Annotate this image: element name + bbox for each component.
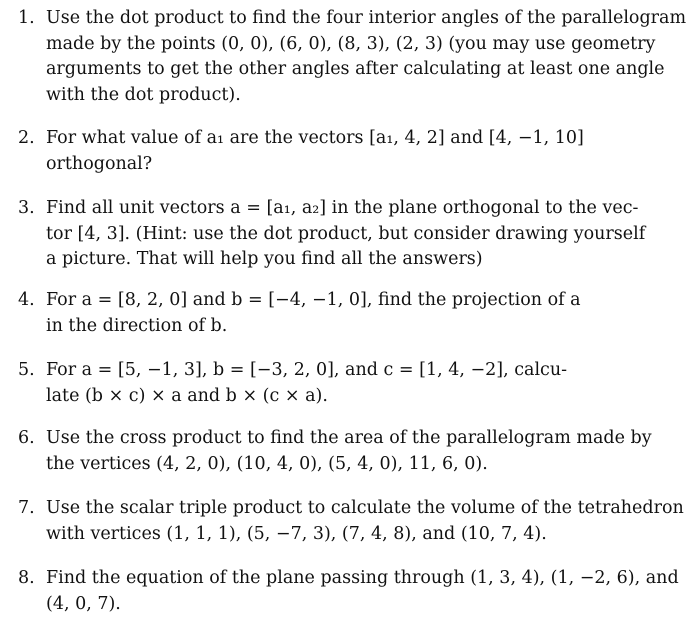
problem-text-line: Find all unit vectors a = [a₁, a₂] in the plane orthogonal to the vec- xyxy=(46,198,639,218)
problem-text-line: For a = [8, 2, 0] and b = [−4, −1, 0], find the projection of a xyxy=(46,290,581,310)
problem-text-line: (4, 0, 7). xyxy=(46,593,121,614)
problem-number: 7. xyxy=(18,498,35,518)
problem-number: 2. xyxy=(18,128,35,148)
problem-number: 5. xyxy=(18,360,35,380)
problem-text-line: a picture. That will help you find all the answers) xyxy=(46,249,483,269)
problem-text-line: Use the scalar triple product to calculate the volume of the tetrahedron xyxy=(46,498,684,518)
problem-7 xyxy=(18,496,684,547)
problem-text-line: For a = [5, −1, 3], b = [−3, 2, 0], and c = [1, 4, −2], calcu- xyxy=(46,360,568,380)
problem-text-line: Use the cross product to find the area of the parallelogram made by xyxy=(46,428,652,448)
problem-3 xyxy=(18,196,684,273)
problem-1 xyxy=(18,6,687,108)
problem-text-line: Find the equation of the plane passing through (1, 3, 4), (1, −2, 6), and xyxy=(46,568,679,588)
problem-8 xyxy=(18,566,684,617)
problem-number: 8. xyxy=(18,568,35,588)
problem-text-line: with the dot product). xyxy=(46,84,241,105)
problem-6 xyxy=(18,426,684,477)
problem-2 xyxy=(18,126,684,177)
problem-text-line: in the direction of b. xyxy=(46,315,228,336)
problem-number: 6. xyxy=(18,428,35,448)
problem-text-line: made by the points (0, 0), (6, 0), (8, 3), (2, 3) (you may use geometry xyxy=(46,33,656,54)
problem-text-line: Use the dot product to find the four interior angles of the parallelogram xyxy=(46,8,687,28)
problem-number: 3. xyxy=(18,198,35,218)
problem-text-line: arguments to get the other angles after calculating at least one angle xyxy=(46,59,665,79)
problem-text-line: orthogonal? xyxy=(46,153,153,174)
problem-text-line: with vertices (1, 1, 1), (5, −7, 3), (7, 4, 8), and (10, 7, 4). xyxy=(46,523,547,544)
problem-4 xyxy=(18,288,684,339)
problem-number: 4. xyxy=(18,290,35,310)
problem-text-line: For what value of a₁ are the vectors [a₁, 4, 2] and [4, −1, 10] xyxy=(46,128,584,148)
problem-text-line: tor [4, 3]. (Hint: use the dot product, but consider drawing yourself xyxy=(46,223,646,244)
problem-5 xyxy=(18,358,684,409)
problem-number: 1. xyxy=(18,8,35,28)
problem-text-line: the vertices (4, 2, 0), (10, 4, 0), (5, 4, 0), 11, 6, 0). xyxy=(46,453,488,474)
problem-text-line: late (b × c) × a and b × (c × a). xyxy=(46,385,328,406)
